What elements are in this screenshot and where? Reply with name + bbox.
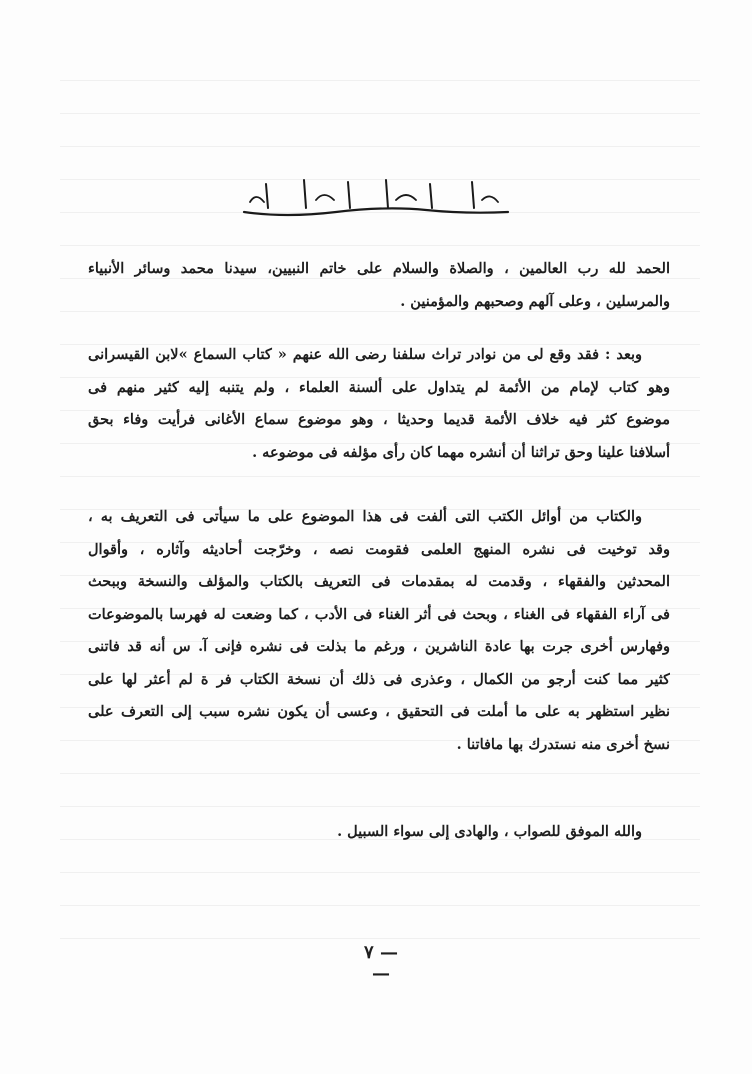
text-line: والكتاب من أوائل الكتب التى ألفت فى هذا الموضوع على ما سيأتى فى التعريف به ، [88,508,642,525]
text-line: وفهارس أخرى جرت بها عادة الناشرين ، ورغم ما بذلت فى نشره فإنى آ. س أنه قد فاتنى [88,638,670,655]
text-line: وبعد : فقد وقع لى من نوادر تراث سلفنا رضى الله عنهم « كتاب السماع »لابن القيسرانى [88,346,642,363]
text-line: والمرسلين ، وعلى آلهم وصحبهم والمؤمنين . [400,292,670,310]
text-line: فى آراء الفقهاء فى الغناء ، وبحث فى أثر الغناء فى الأدب ، كما وضعت له فهرسا بالموضوعات [88,605,670,623]
text-line: نظير استظهر به على ما أملت فى التحقيق ، وعسى أن يكون نشره سبب إلى التعرف على [88,703,670,720]
text-line: أسلافنا علينا وحق تراثنا أن أنشره مهما كان رأى مؤلفه فى موضوعه . [252,443,670,461]
paragraph-opening [88,253,670,318]
paragraph-method [88,501,670,761]
text-line: وهو كتاب لإمام من الأئمة لم يتداول على ألسنة العلماء ، ولم يتنبه إليه كثير منهم فى [88,378,670,396]
paragraph-closing [88,816,670,849]
basmala-ornament [226,172,526,226]
text-line: موضوع كثر فيه خلاف الأئمة قديما وحديثا ، وهو موضوع سماع الأغانى فرأيت وفاء بحق [88,411,670,428]
text-line: الحمد لله رب العالمين ، والصلاة والسلام على خاتم النبيين، سيدنا محمد وسائر الأنبياء [88,260,670,277]
text-line: المحدثين والفقهاء ، وقدمت له بمقدمات فى التعريف بالكتاب والمؤلف والنسخة وببحث [88,573,670,590]
text-line: نسخ أخرى منه نستدرك بها مافاتنا . [456,735,670,753]
basmala-calligraphy [226,172,526,226]
text-line: وقد توخيت فى نشره المنهج العلمى فقومت نصه ، وخرّجت أحاديثه وآثاره ، وأقوال [88,540,670,558]
paragraph-introduction [88,339,670,469]
text-line: كثير مما كنت أرجو من الكمال ، وعذرى فى ذلك أن نسخة الكتاب فر ة لم أعثر لها على [88,670,670,688]
text-line: والله الموفق للصواب ، والهادى إلى سواء السبيل . [337,823,642,840]
page-number: — ٧ — [364,942,398,984]
